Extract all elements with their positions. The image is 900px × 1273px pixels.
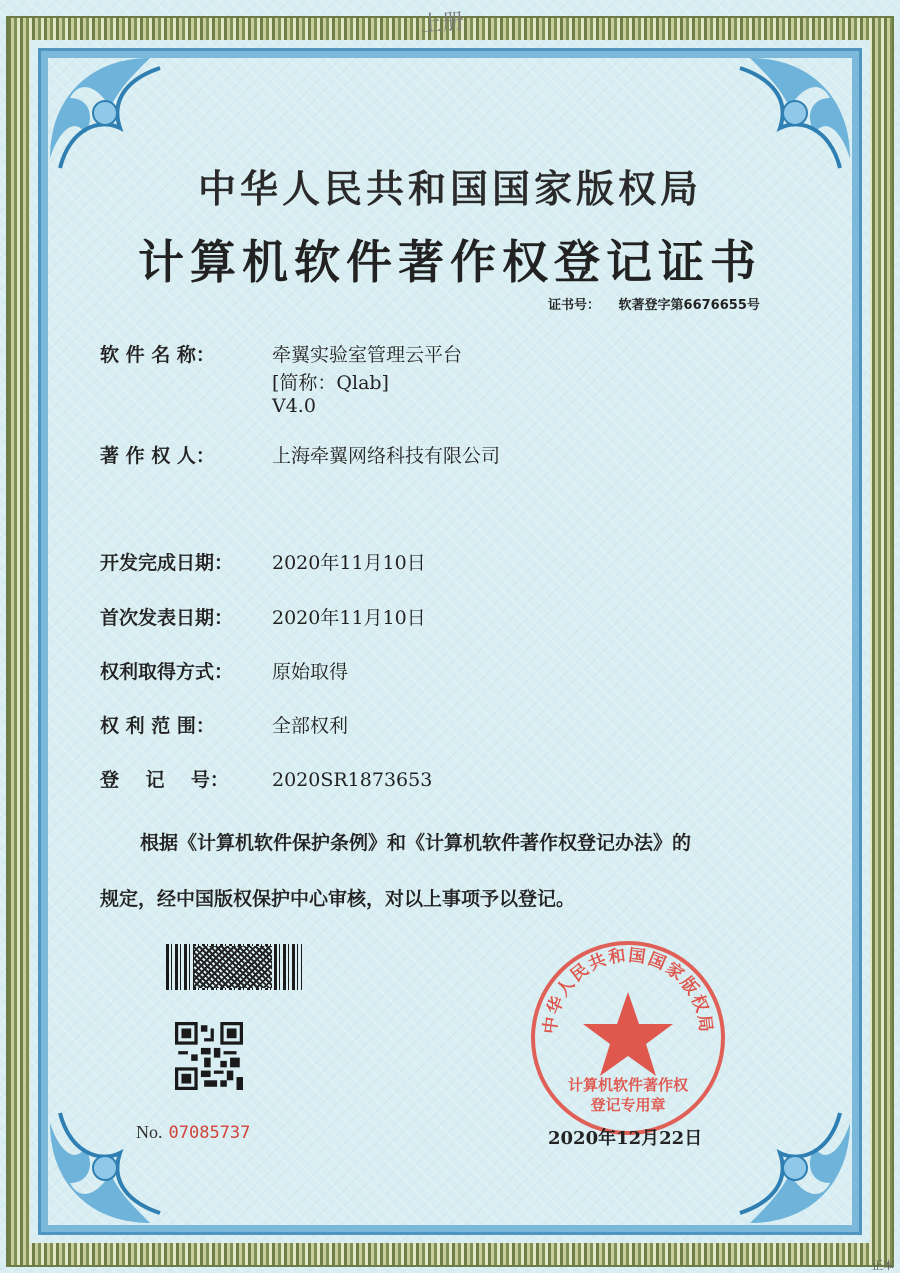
seal-outer-text: 中华人民共和国国家版权局	[540, 945, 716, 1035]
field-label: 软 件 名 称：	[100, 344, 215, 366]
field-version: V4.0	[272, 395, 316, 417]
field-acquire-method	[100, 657, 348, 684]
field-value: 上海牵翼网络科技有限公司	[272, 445, 501, 467]
field-software-name	[100, 340, 462, 367]
handwritten-note: 上册	[419, 9, 465, 38]
field-value: 牵翼实验室管理云平台	[272, 344, 463, 366]
field-pub-date	[100, 603, 426, 630]
statement-line-2: 规定，经中国版权保护中心审核，对以上事项予以登记。	[100, 888, 576, 910]
certificate-number-label: 证书号：	[548, 298, 601, 313]
field-value: 2020SR1873653	[272, 769, 433, 791]
certificate-number	[548, 294, 760, 313]
field-registration-no	[100, 765, 432, 792]
field-label: 登 记 号：	[100, 769, 229, 791]
issuer-title: 中华人民共和国国家版权局	[197, 166, 702, 211]
serial-value: 07085737	[168, 1123, 251, 1143]
official-seal-icon	[528, 938, 728, 1138]
seal-line-1: 计算机软件著作权	[567, 1076, 689, 1094]
field-label: 著 作 权 人：	[100, 445, 215, 467]
field-value: 原始取得	[272, 661, 349, 683]
field-value: 全部权利	[272, 715, 349, 737]
corner-ornament-icon	[30, 1093, 180, 1243]
qr-code-icon	[175, 1022, 243, 1090]
field-scope	[100, 711, 348, 738]
field-value: 2020年11月10日	[272, 552, 426, 574]
edge-mark: 正本	[872, 1259, 894, 1272]
field-label: 开发完成日期：	[100, 552, 234, 574]
seal-line-2: 登记专用章	[590, 1096, 666, 1114]
barcode-icon	[166, 944, 302, 990]
field-label: 权利取得方式：	[100, 661, 234, 683]
corner-ornament-icon	[720, 1093, 870, 1243]
certificate-title: 计算机软件著作权登记证书	[138, 235, 762, 289]
serial-number	[136, 1122, 250, 1143]
field-short-name: [简称：Qlab]	[272, 372, 389, 394]
field-value: 2020年11月10日	[272, 607, 426, 629]
statement-line-1: 根据《计算机软件保护条例》和《计算机软件著作权登记办法》的	[140, 832, 692, 854]
certificate-number-value: 软著登字第6676655号	[618, 298, 760, 313]
field-label: 首次发表日期：	[100, 607, 234, 629]
serial-prefix: No.	[136, 1122, 163, 1142]
field-dev-date	[100, 548, 426, 575]
field-label: 权 利 范 围：	[100, 715, 215, 737]
issue-date: 2020年12月22日	[548, 1128, 703, 1149]
field-owner	[100, 441, 500, 468]
